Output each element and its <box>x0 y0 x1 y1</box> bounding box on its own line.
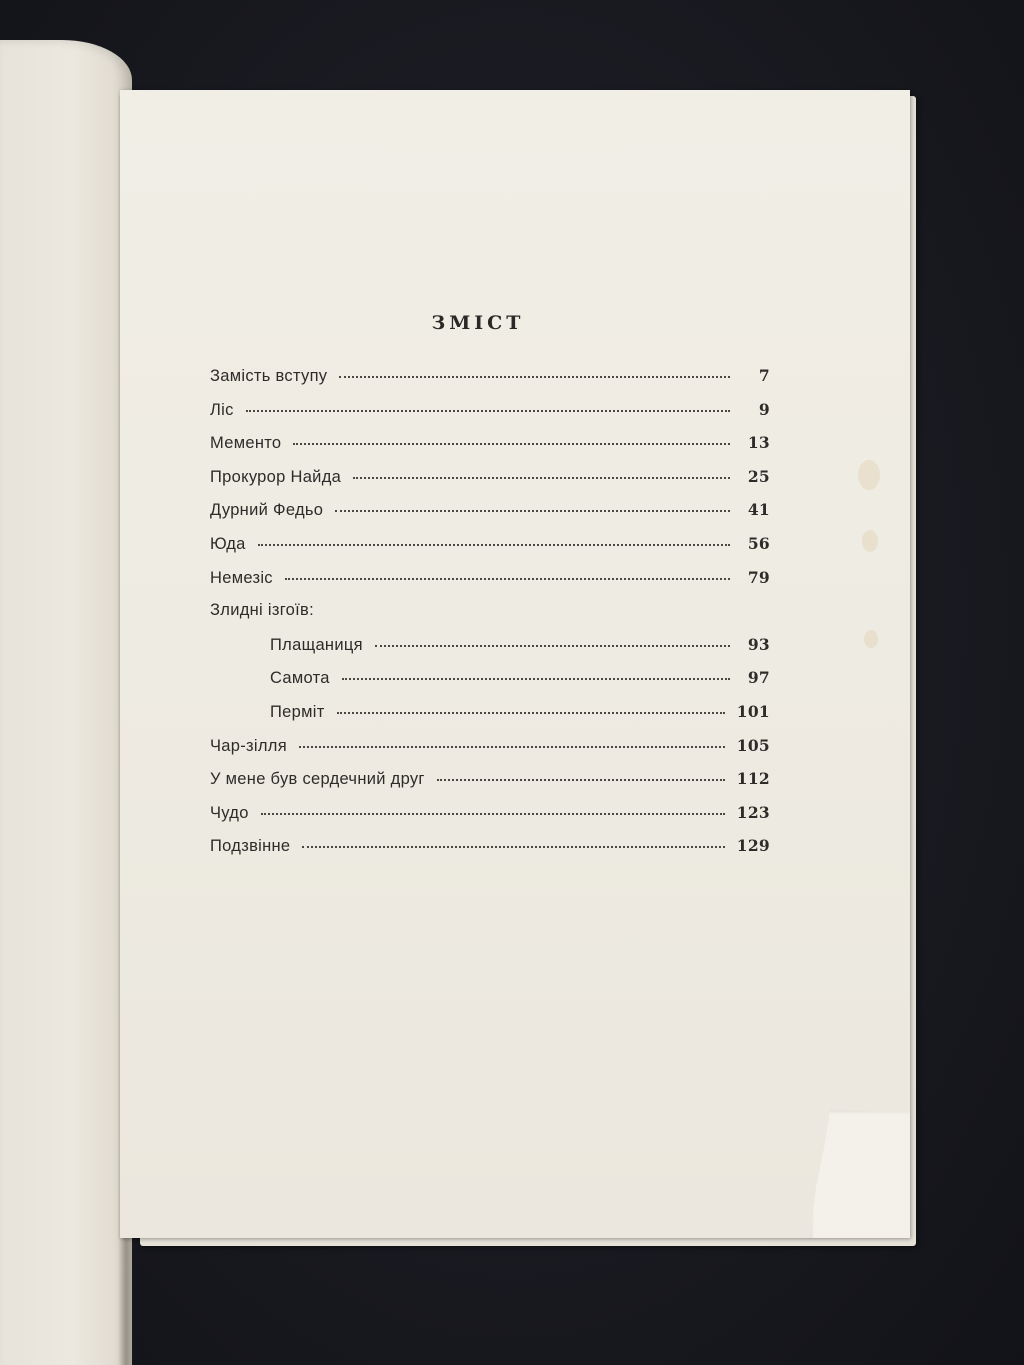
toc-entry-title: Прокурор Найда <box>210 467 342 486</box>
toc-entry-title: Злидні ізгоїв: <box>210 601 314 620</box>
dot-leader <box>342 678 730 680</box>
toc-entry-page: 129 <box>736 836 770 856</box>
toc-entry-title: Перміт <box>270 702 325 721</box>
toc-entry-page: 13 <box>747 433 770 453</box>
dot-leader <box>246 410 730 412</box>
toc-entry <box>210 568 770 602</box>
toc-entry-page: 41 <box>747 500 770 520</box>
toc-entry <box>210 400 770 434</box>
toc-entry-title: Замість вступу <box>210 367 328 385</box>
toc-entry-title: Мементо <box>210 434 282 453</box>
dot-leader <box>437 779 725 781</box>
toc-entry-page: 123 <box>736 802 770 822</box>
toc-entry-title: Плащаниця <box>270 635 363 654</box>
toc-entry-title: Самота <box>270 669 330 688</box>
toc-entry <box>210 803 770 837</box>
toc-entry-title: Чар-зілля <box>210 736 287 755</box>
dot-leader <box>299 746 725 748</box>
table-of-contents <box>210 366 770 870</box>
toc-entry-page: 7 <box>758 366 770 385</box>
toc-entry <box>210 366 770 400</box>
toc-entry-title: Подзвінне <box>210 837 291 856</box>
paper-stain <box>864 630 878 648</box>
toc-entry-title: Дурний Федьо <box>210 501 324 520</box>
toc-entry-title: Чудо <box>210 803 249 822</box>
toc-entry-page: 25 <box>747 466 770 486</box>
toc-section-heading <box>210 601 770 635</box>
dot-leader <box>285 578 730 580</box>
toc-entry <box>210 433 770 467</box>
toc-entry <box>210 769 770 803</box>
toc-entry-page: 79 <box>747 567 770 587</box>
toc-entry-page: 105 <box>736 735 770 755</box>
toc-entry-page: 93 <box>747 634 770 654</box>
dot-leader <box>335 510 730 512</box>
dot-leader <box>337 712 725 714</box>
toc-entry <box>210 736 770 770</box>
toc-entry <box>210 500 770 534</box>
toc-entry-page: 56 <box>747 533 770 553</box>
left-page <box>0 40 132 1365</box>
toc-entry-page: 101 <box>736 701 770 721</box>
toc-entry <box>210 467 770 501</box>
toc-entry <box>210 534 770 568</box>
dot-leader <box>302 846 724 848</box>
dot-leader <box>293 443 730 445</box>
toc-entry-page: 9 <box>758 399 770 419</box>
dot-leader <box>261 813 725 815</box>
torn-corner <box>810 1110 910 1238</box>
toc-entry-page: 112 <box>736 769 770 789</box>
toc-entry-page: 97 <box>747 668 770 688</box>
toc-entry-title: У мене був сердечний друг <box>210 770 425 789</box>
dot-leader <box>375 645 730 647</box>
toc-subentry <box>210 635 770 669</box>
paper-stain <box>862 530 878 552</box>
toc-entry <box>210 836 770 870</box>
toc-subentry <box>210 702 770 736</box>
toc-entry-title: Немезіс <box>210 568 273 587</box>
page-title: ЗМІСТ <box>431 312 525 334</box>
contents-page <box>120 90 910 1238</box>
toc-entry-title: Ліс <box>210 400 234 419</box>
toc-entry-title: Юда <box>210 534 246 553</box>
dot-leader <box>339 376 730 378</box>
toc-subentry <box>210 668 770 702</box>
dot-leader <box>258 544 730 546</box>
paper-stain <box>858 460 880 490</box>
dot-leader <box>353 477 730 479</box>
